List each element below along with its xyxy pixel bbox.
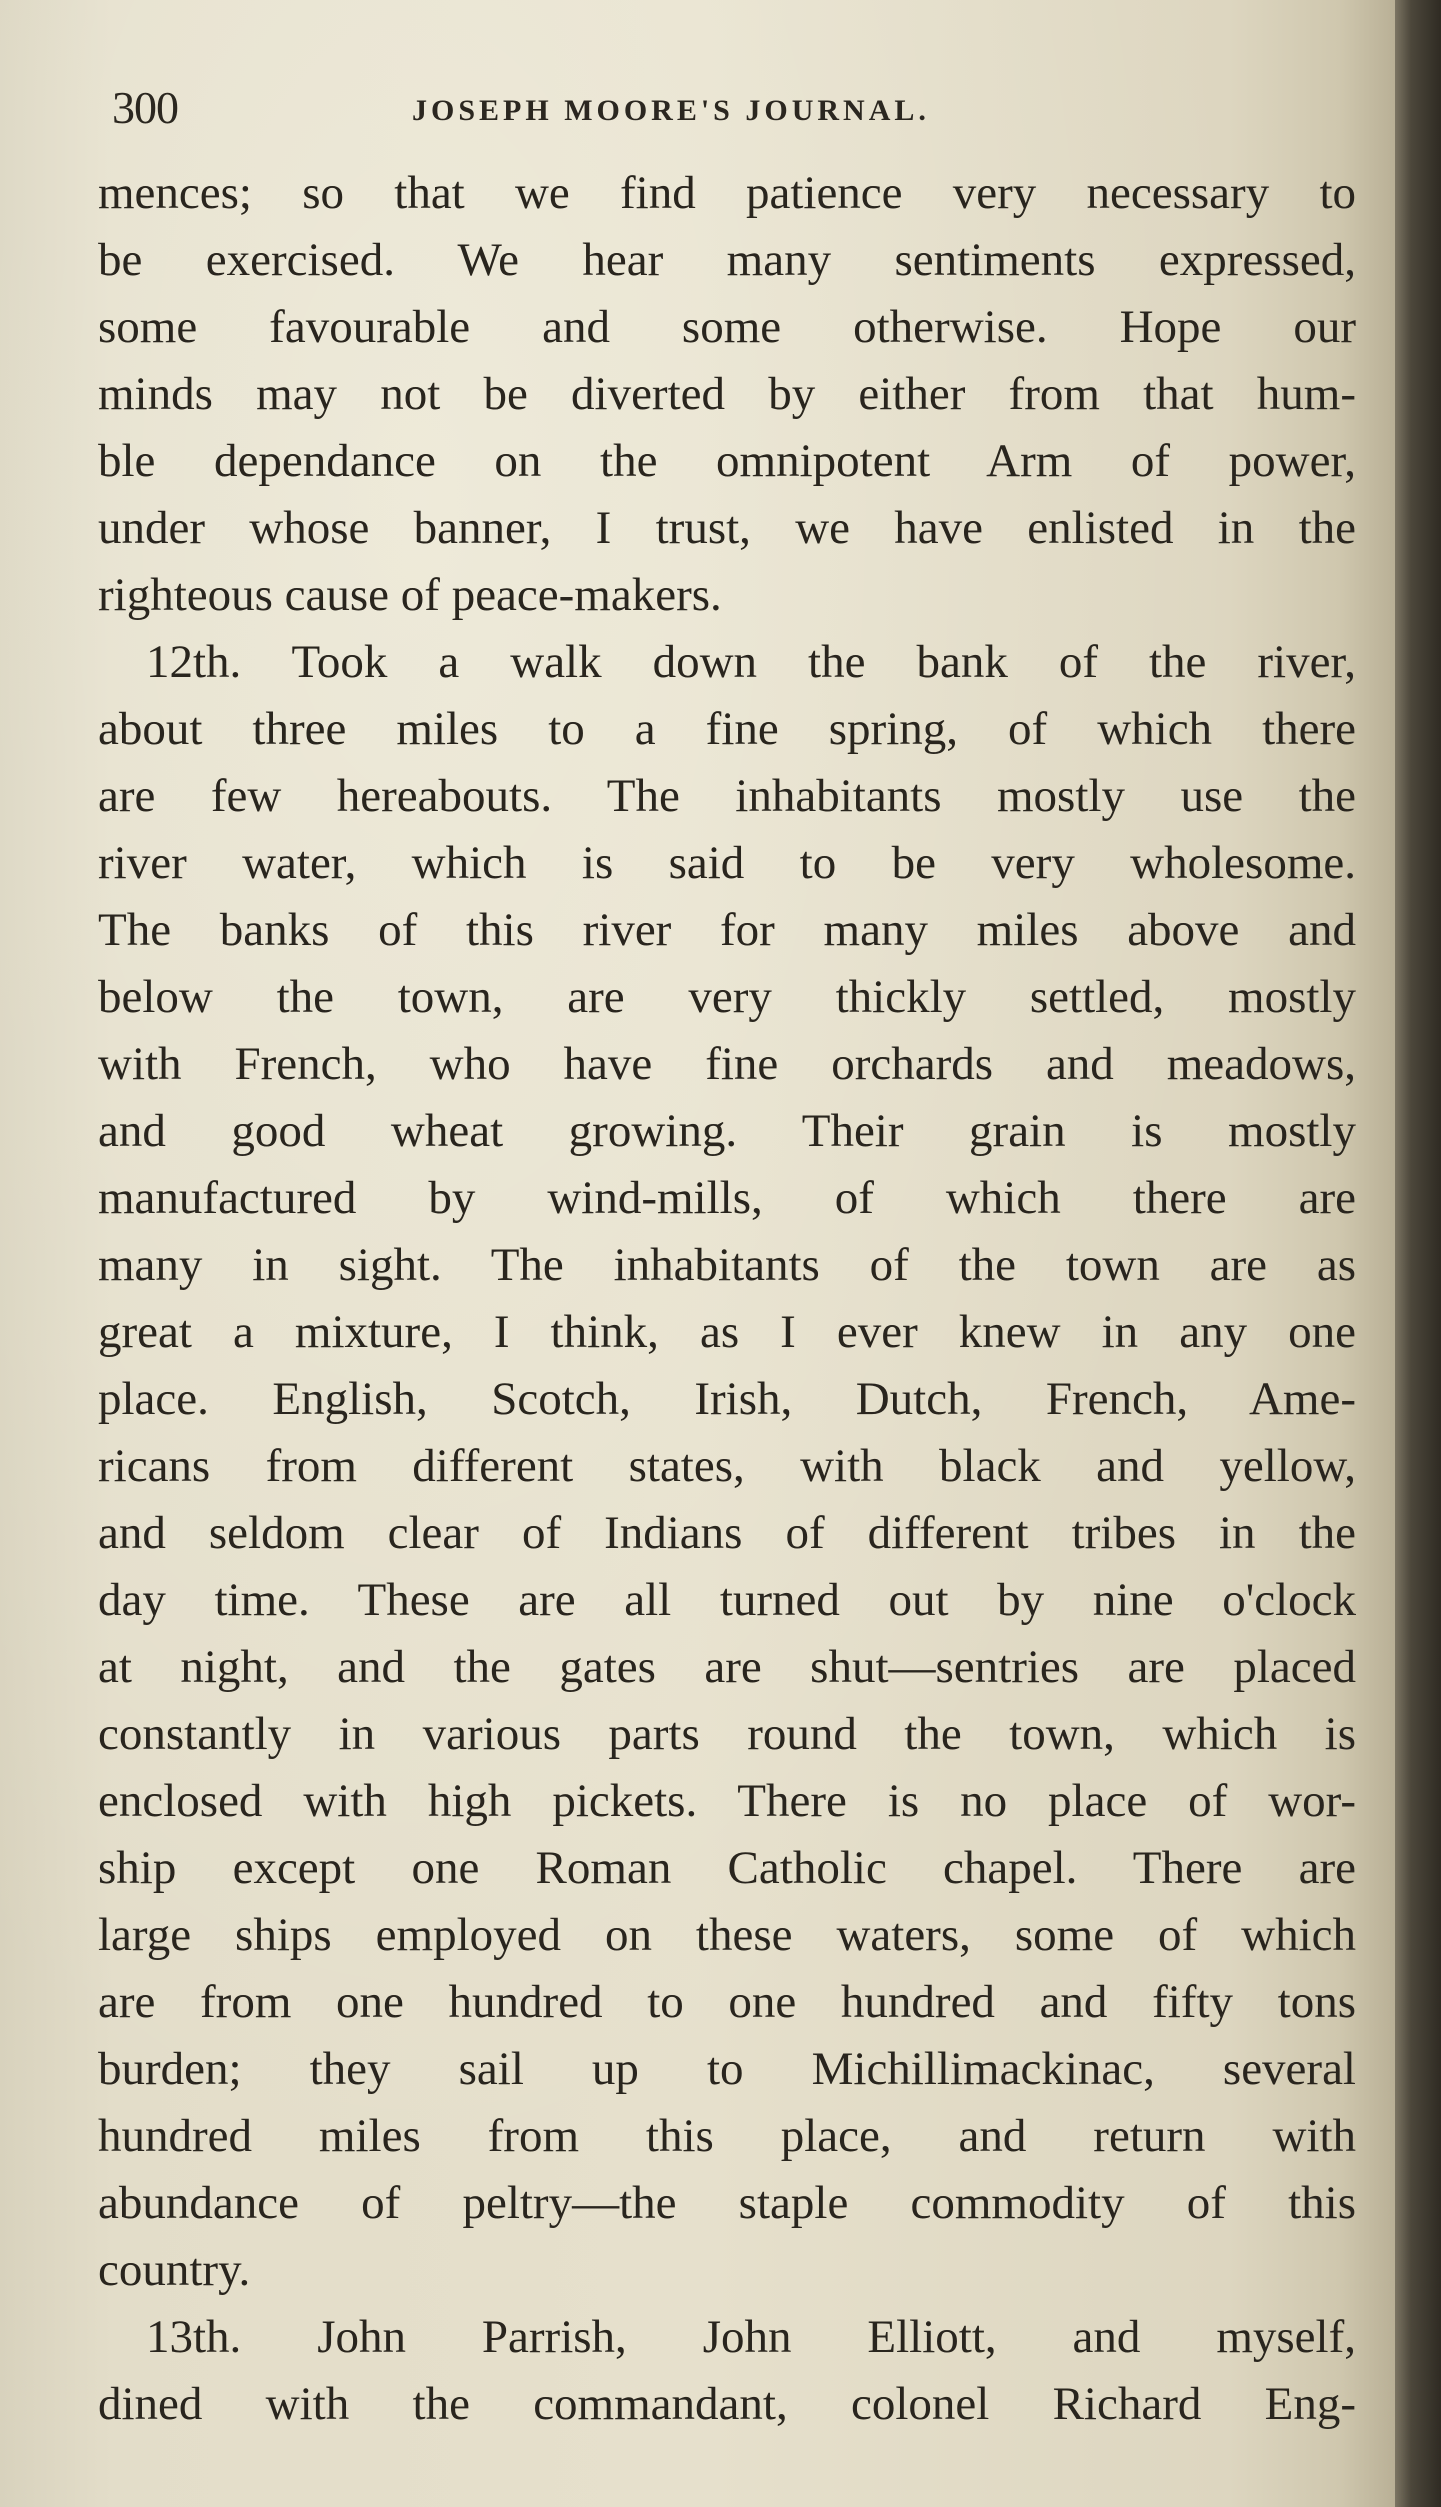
text-line: place. English, Scotch, Irish, Dutch, French, Ame-: [98, 1373, 1356, 1425]
text-line: are few hereabouts. The inhabitants mostly use the: [98, 770, 1356, 822]
text-line: ble dependance on the omnipotent Arm of power,: [98, 435, 1356, 487]
text-line: under whose banner, I trust, we have enlisted in the: [98, 502, 1356, 554]
text-line: and good wheat growing. Their grain is mostly: [98, 1105, 1356, 1157]
text-line: enclosed with high pickets. There is no place of wor-: [98, 1775, 1356, 1827]
text-line: some favourable and some otherwise. Hope our: [98, 301, 1356, 353]
text-line: country.: [98, 2244, 251, 2296]
text-line: large ships employed on these waters, some of which: [98, 1909, 1356, 1961]
text-line: river water, which is said to be very wholesome.: [98, 837, 1356, 889]
text-line: day time. These are all turned out by nine o'clock: [98, 1574, 1356, 1626]
text-line: great a mixture, I think, as I ever knew in any one: [98, 1306, 1356, 1358]
text-line: are from one hundred to one hundred and fifty tons: [98, 1976, 1356, 2028]
text-line: manufactured by wind-mills, of which there are: [98, 1172, 1356, 1224]
page-header: [112, 78, 1342, 138]
page-edge-shadow: [1395, 0, 1441, 2507]
text-line: be exercised. We hear many sentiments expressed,: [98, 234, 1356, 286]
text-line: dined with the commandant, colonel Richard Eng-: [98, 2378, 1356, 2430]
text-line: 13th. John Parrish, John Elliott, and myself,: [146, 2311, 1356, 2363]
text-line: righteous cause of peace-makers.: [98, 569, 722, 621]
page-number: 300: [112, 82, 178, 133]
text-line: with French, who have fine orchards and meadows,: [98, 1038, 1356, 1090]
text-line: 12th. Took a walk down the bank of the river,: [146, 636, 1356, 688]
text-line: constantly in various parts round the town, which is: [98, 1708, 1356, 1760]
text-line: below the town, are very thickly settled, mostly: [98, 971, 1356, 1023]
running-title: JOSEPH MOORE'S JOURNAL.: [412, 94, 930, 127]
text-line: ship except one Roman Catholic chapel. There are: [98, 1842, 1356, 1894]
text-line: and seldom clear of Indians of different tribes in the: [98, 1507, 1356, 1559]
text-line: ricans from different states, with black and yellow,: [98, 1440, 1356, 1492]
text-line: The banks of this river for many miles above and: [98, 904, 1356, 956]
text-line: many in sight. The inhabitants of the town are as: [98, 1239, 1356, 1291]
text-line: about three miles to a fine spring, of which there: [98, 703, 1356, 755]
text-line: hundred miles from this place, and return with: [98, 2110, 1356, 2162]
body-text: [98, 160, 1356, 2438]
text-line: mences; so that we find patience very necessary to: [98, 167, 1356, 219]
text-line: at night, and the gates are shut—sentries are placed: [98, 1641, 1356, 1693]
text-line: abundance of peltry—the staple commodity of this: [98, 2177, 1356, 2229]
text-line: burden; they sail up to Michillimackinac, several: [98, 2043, 1356, 2095]
text-line: minds may not be diverted by either from that hum-: [98, 368, 1356, 420]
